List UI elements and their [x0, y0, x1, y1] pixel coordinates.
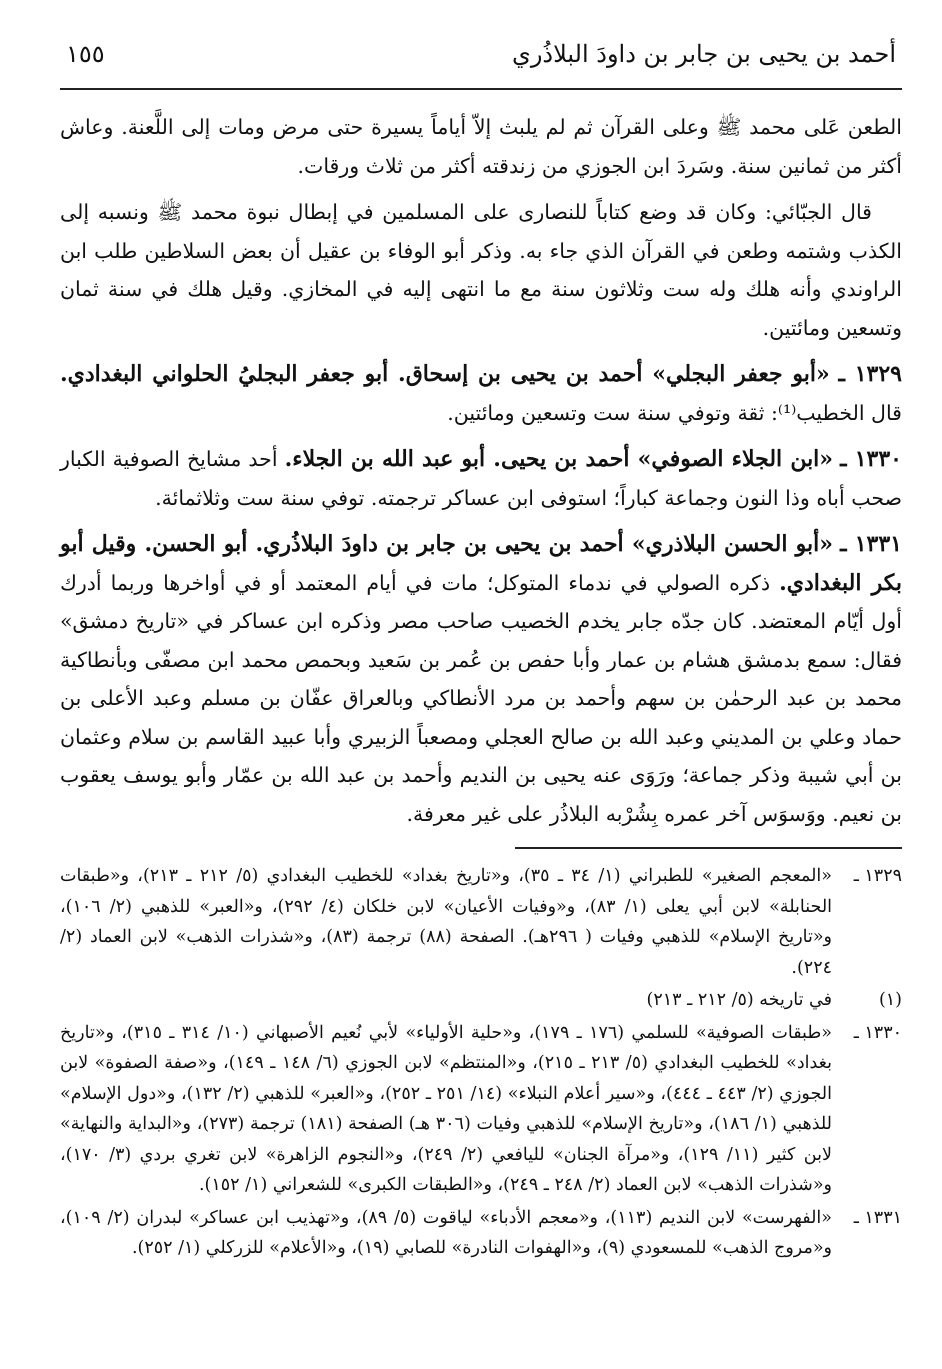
entry-text: أحد مشايخ الصوفية الكبار صحب أباه وذا النون وجماعة كباراً؛ استوفى ابن عساكر ترجمته. توفي سنة ست وثلاثمائة. — [60, 447, 902, 510]
entry-1330 — [60, 440, 902, 517]
footnote-number: (١) — [878, 990, 902, 1010]
page-number: ١٥٥ — [66, 40, 105, 68]
footnote-1330 — [60, 1018, 902, 1201]
entry-number: ١٣٢٩ ـ — [838, 361, 902, 387]
footnote-separator — [515, 847, 902, 849]
header-title: أحمد بن يحيى بن جابر بن داودَ البلاذُري — [512, 40, 896, 68]
footnote-number: ١٣٢٩ ـ — [853, 866, 902, 886]
footnote-text: في تاريخه (٥/ ٢١٢ ـ ٢١٣) — [646, 990, 832, 1010]
entry-number: ١٣٣١ ـ — [840, 531, 902, 557]
footnote-text: «الفهرست» لابن النديم (١١٣)، و«معجم الأدباء» لياقوت (٥/ ٨٩)، و«تهذيب ابن عساكر» لبدران (٢/ ١٠٩)، و«مروج الذهب» للمسعودي (٩)، و«الهفوات النادرة» للصابي (١٩)، و«الأعلام» للزركلي (١/ ٢٥٢). — [60, 1207, 832, 1258]
entry-1329 — [60, 355, 902, 432]
footnote-1329 — [60, 861, 902, 983]
entry-text: ذكره الصولي في ندماء المتوكل؛ مات في أيام المعتمد أو في أواخرها وربما أدرك أول أيّام المعتضد. كان جدّه جابر يخدم الخصيب صاحب مصر وذكره ابن عساكر في «تاريخ دمشق» فقال: سمع بدمشق هشام بن عمار وأبا حفص بن عُمر بن سَعيد وبحمص محمد ابن مصفّى وبأنطاكية محمد بن عبد الرحمٰن بن سهم وأحمد بن مرد الأنطاكي وبالعراق عفّان بن مسلم وعبد الأعلى بن حماد وعلي بن المديني وعبد الله بن صالح العجلي ومصعباً الزبيري وأبا عبيد القاسم بن سلام وعثمان بن أبي شيبة وذكر جماعة؛ ورَوَى عنه يحيى بن النديم وأحمد بن عبد الله بن عمّار وأبو يوسف يعقوب بن نعيم. ووَسوَس آخر عمره بِشُرْبه البلاذُر على غير معرفة. — [60, 570, 902, 826]
footnote-text: «المعجم الصغير» للطبراني (١/ ٣٤ ـ ٣٥)، و«تاريخ بغداد» للخطيب البغدادي (٥/ ٢١٢ ـ ٢١٣)، و«طبقات الحنابلة» لابن أبي يعلى (١/ ٨٣)، و«وفيات الأعيان» لابن خلكان (٤/ ٢٩٢)، و«العبر» للذهبي (٢/ ١٠٦)، و«تاريخ الإسلام» للذهبي وفيات ( ٢٩٦هـ). الصفحة (٨٨) ترجمة (٨٣)، و«شذرات الذهب» لابن العماد (٢/ ٢٢٤). — [60, 866, 833, 978]
main-text — [60, 108, 902, 833]
footnote-number: ١٣٣٠ ـ — [853, 1022, 902, 1043]
footnote-1331 — [60, 1203, 902, 1264]
footnote-ref-1 — [60, 985, 902, 1016]
footnote-number: ١٣٣١ ـ — [853, 1207, 902, 1228]
paragraph-continuation: الطعن عَلى محمد ﷺ وعلى القرآن ثم لم يلبث إلاّ أياماً يسيرة حتى مرض ومات إلى اللَّعنة. وعاش أكثر من ثمانين سنة. وسَردَ ابن الجوزي من زندقته أكثر من ثلاث ورقات. — [60, 115, 902, 178]
book-page — [60, 40, 902, 1349]
footnotes — [60, 861, 902, 1264]
entry-number: ١٣٣٠ ـ — [840, 446, 902, 472]
entry-1331 — [60, 525, 902, 833]
entry-heading: «ابن الجلاء الصوفي» أحمد بن يحيى. أبو عبد الله بن الجلاء. — [284, 446, 834, 472]
paragraph-jubbai: قال الجبّائي: وكان قد وضع كتاباً للنصارى على المسلمين في إبطال نبوة محمد ﷺ ونسبه إلى الكذب وشتمه وطعن في القرآن الذي جاء به. وذكر أبو الوفاء بن عقيل أن بعض السلاطين طلب ابن الراوندي وأنه هلك وله ست وثلاثون سنة مع ما انتهى إليه في المخازي. وقيل هلك في سنة ثمان وتسعين ومائتين. — [60, 200, 902, 340]
entry-text: قال الخطيب⁽¹⁾: ثقة وتوفي سنة ست وتسعين ومائتين. — [447, 400, 902, 425]
entry-heading: «أبو جعفر البجلي» أحمد بن يحيى بن إسحاق. أبو جعفر البجليُ الحلواني البغدادي. — [60, 361, 830, 387]
entry-heading: «أبو الحسن البلاذري» أحمد بن يحيى بن جابر بن داودَ البلاذُري. أبو الحسن. وقيل أبو بكر البغدادي. — [60, 531, 902, 596]
running-header — [60, 40, 902, 90]
footnote-text: «طبقات الصوفية» للسلمي (١٧٦ ـ ١٧٩)، و«حلية الأولياء» لأبي نُعيم الأصبهاني (١٠/ ٣١٤ ـ ٣١٥)، و«تاريخ بغداد» للخطيب البغدادي (٥/ ٢١٣ ـ ٢١٥)، و«المنتظم» لابن الجوزي (٦/ ١٤٨ ـ ١٤٩)، و«صفة الصفوة» لابن الجوزي (٢/ ٤٤٣ ـ ٤٤٤)، و«سير أعلام النبلاء» (١٤/ ٢٥١ ـ ٢٥٢)، و«العبر» للذهبي (٢/ ١٣٢)، و«دول الإسلام» للذهبي (١/ ١٨٦)، و«تاريخ الإسلام» للذهبي وفيات (٣٠٦ هـ) الصفحة (١٨١) ترجمة (٢٧٣)، و«البداية والنهاية» لابن كثير (١١/ ١٢٩)، و«مرآة الجنان» لليافعي (٢/ ٢٤٩)، و«النجوم الزاهرة» لابن تغري بردي (٣/ ١٧٠)، و«شذرات الذهب» لابن العماد (٢/ ٢٤٨ ـ ٢٤٩)، و«الطبقات الكبرى» للشعراني (١/ ١٥٢). — [60, 1022, 833, 1195]
